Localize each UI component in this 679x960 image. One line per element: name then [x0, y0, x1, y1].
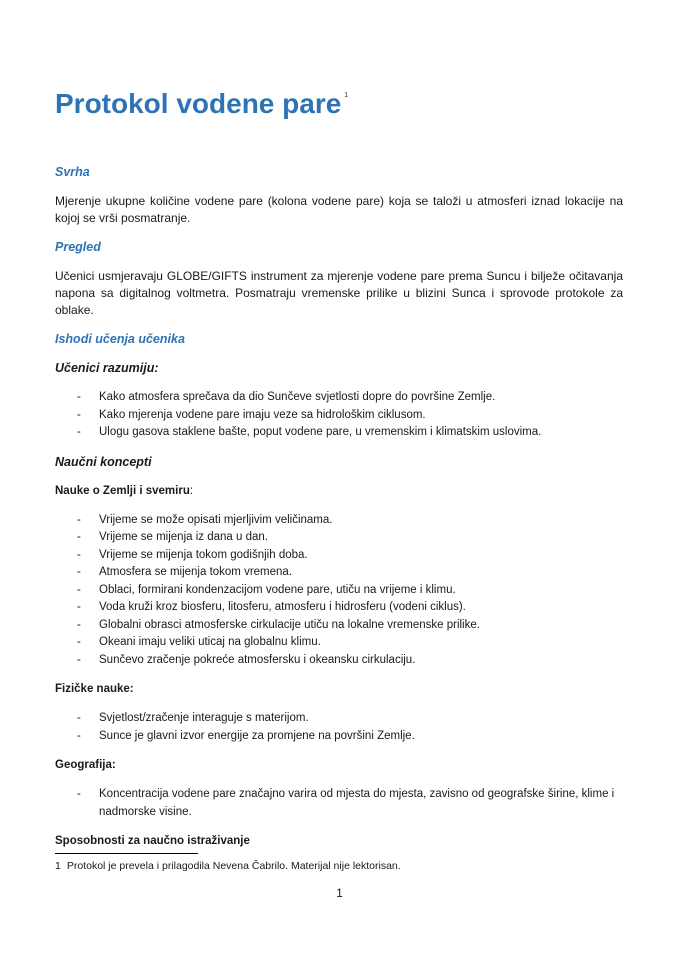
list-item [55, 710, 623, 728]
list-item-text: Voda kruži kroz biosferu, litosferu, atmosferu i hidrosferu (vodeni ciklus). [99, 601, 466, 613]
dash-bullet: - [77, 408, 81, 421]
paragraph-svrha: Mjerenje ukupne količine vodene pare (kolona vodene pare) koja se taloži u atmosferi iznad lokacije na kojoj se vrši posmatranje. [55, 194, 623, 225]
list-item [55, 389, 623, 407]
list-item-text: Koncentracija vodene pare značajno varira od mjesta do mjesta, zavisno od geografske širine, klime i nadmorske visine. [99, 788, 615, 818]
document-body [55, 164, 623, 862]
heading-zemlja-svemir-text: Nauke o Zemlji i svemiru [55, 484, 190, 497]
list-zemlja-svemir [55, 512, 623, 670]
footnote-text: Protokol je prevela i prilagodila Nevena Čabrilo. Materijal nije lektorisan. [66, 860, 401, 872]
list-item [55, 529, 623, 547]
list-item [55, 728, 623, 746]
list-item [55, 564, 623, 582]
title-text: Protokol vodene pare [55, 88, 342, 119]
heading-colon: : [189, 484, 194, 497]
heading-naucni-koncepti: Naučni koncepti [55, 454, 152, 469]
list-item [55, 786, 623, 821]
dash-bullet: - [77, 566, 81, 578]
dash-bullet: - [77, 583, 81, 596]
list-item-text: Sunčevo zračenje pokreće atmosfersku i okeansku cirkulaciju. [99, 653, 416, 666]
list-item-text: Vrijeme se mijenja iz dana u dan. [99, 531, 268, 543]
list-item [55, 634, 623, 652]
heading-geografija: Geografija: [55, 759, 116, 771]
list-item-text: Oblaci, formirani kondenzacijom vodene pare, utiču na vrijeme i klimu. [99, 583, 456, 596]
footnote [55, 860, 401, 872]
subheading-ucenici-razumiju: Učenici razumiju: [55, 361, 159, 375]
list-ishodi [55, 389, 623, 442]
list-fizicke-nauke [55, 710, 623, 745]
dash-bullet: - [77, 513, 81, 526]
list-item-text: Vrijeme se mijenja tokom godišnjih doba. [99, 548, 308, 561]
list-item [55, 599, 623, 617]
dash-bullet: - [77, 636, 81, 648]
dash-bullet: - [77, 712, 81, 724]
page-number: 1 [336, 886, 343, 900]
page-title [55, 88, 348, 120]
list-item [55, 652, 623, 670]
list-item-text: Globalni obrasci atmosferske cirkulacije utiču na lokalne vremenske prilike. [99, 618, 480, 631]
list-item [55, 547, 623, 565]
list-item-text: Svjetlost/zračenje interaguje s materijom. [99, 712, 309, 724]
list-item [55, 424, 623, 442]
heading-fizicke-nauke: Fizičke nauke: [55, 683, 134, 695]
list-item [55, 407, 623, 425]
list-item-text: Atmosfera se mijenja tokom vremena. [99, 566, 293, 578]
heading-pregled: Pregled [55, 240, 101, 254]
list-item-text: Okeani imaju veliki uticaj na globalnu klimu. [99, 636, 321, 648]
dash-bullet: - [77, 391, 81, 403]
dash-bullet: - [77, 601, 81, 613]
list-item [55, 512, 623, 530]
dash-bullet: - [77, 618, 81, 631]
list-geografija [55, 786, 623, 821]
list-item [55, 582, 623, 600]
dash-bullet: - [77, 653, 81, 666]
list-item-text: Ulogu gasova staklene bašte, poput vodene pare, u vremenskim i klimatskim uslovima. [99, 426, 542, 438]
list-item-text: Sunce je glavni izvor energije za promjene na površini Zemlje. [99, 729, 415, 742]
footnote-separator [55, 853, 198, 854]
title-footnote-ref: 1 [344, 92, 349, 99]
dash-bullet: - [77, 729, 81, 742]
dash-bullet: - [77, 548, 81, 561]
dash-bullet: - [77, 426, 81, 438]
footnote-number: 1 [55, 860, 61, 872]
heading-zemlja-svemir [55, 483, 623, 500]
dash-bullet: - [77, 531, 81, 543]
list-item [55, 617, 623, 635]
dash-bullet: - [77, 788, 81, 800]
list-item-text: Vrijeme se može opisati mjerljivim veličinama. [99, 513, 333, 526]
list-item-text: Kako atmosfera sprečava da dio Sunčeve svjetlosti dopre do površine Zemlje. [99, 391, 496, 403]
list-item-text: Kako mjerenja vodene pare imaju veze sa hidrološkim ciklusom. [99, 408, 426, 421]
heading-ishodi: Ishodi učenja učenika [55, 332, 185, 346]
heading-svrha: Svrha [55, 165, 90, 179]
heading-sposobnosti: Sposobnosti za naučno istraživanje [55, 835, 250, 847]
paragraph-pregled: Učenici usmjeravaju GLOBE/GIFTS instrument za mjerenje vodene pare prema Suncu i bilježe očitavanja napona sa digitalnog voltmetra. Posmatraju vremenske prilike u blizini Sunca i sprovode protokole za oblake. [55, 269, 623, 317]
